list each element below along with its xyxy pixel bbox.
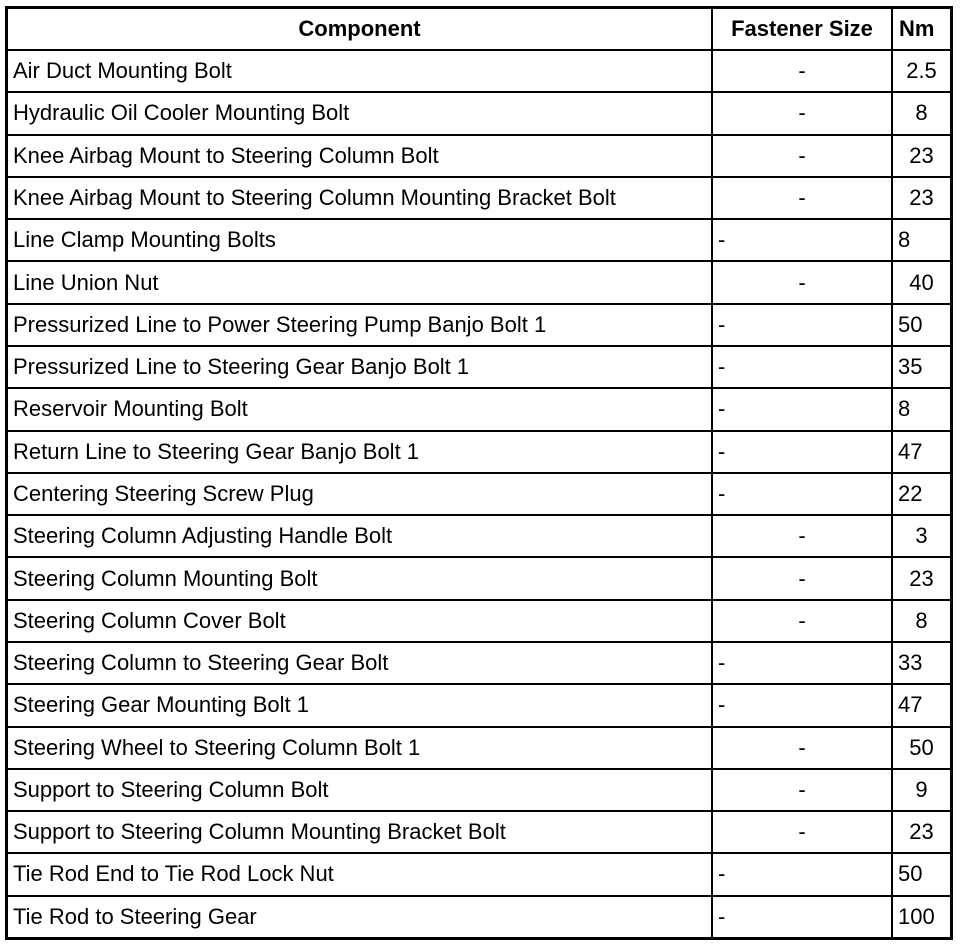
cell-fastener-size: - [712,769,892,811]
cell-nm: 23 [892,135,950,177]
cell-component: Line Union Nut [8,261,712,303]
cell-nm: 22 [892,473,950,515]
table-row [8,177,950,219]
table-row [8,811,950,853]
cell-component: Pressurized Line to Steering Gear Banjo Bolt 1 [8,346,712,388]
cell-component: Steering Column Mounting Bolt [8,557,712,599]
cell-component: Knee Airbag Mount to Steering Column Bolt [8,135,712,177]
cell-fastener-size: - [712,304,892,346]
cell-component: Support to Steering Column Bolt [8,769,712,811]
cell-component: Pressurized Line to Power Steering Pump Banjo Bolt 1 [8,304,712,346]
table-row [8,896,950,937]
cell-nm: 2.5 [892,50,950,92]
cell-component: Support to Steering Column Mounting Bracket Bolt [8,811,712,853]
cell-nm: 47 [892,431,950,473]
header-component: Component [8,9,712,50]
cell-fastener-size: - [712,473,892,515]
table-row [8,50,950,92]
torque-spec-table [8,9,950,937]
cell-component: Steering Column to Steering Gear Bolt [8,642,712,684]
header-nm: Nm [892,9,950,50]
table-body [8,50,950,937]
cell-fastener-size: - [712,50,892,92]
table-row [8,684,950,726]
cell-nm: 35 [892,346,950,388]
table-row [8,769,950,811]
cell-fastener-size: - [712,684,892,726]
table-row [8,431,950,473]
cell-fastener-size: - [712,811,892,853]
cell-nm: 3 [892,515,950,557]
cell-fastener-size: - [712,135,892,177]
cell-fastener-size: - [712,431,892,473]
table-row [8,515,950,557]
cell-component: Tie Rod End to Tie Rod Lock Nut [8,853,712,895]
cell-fastener-size: - [712,600,892,642]
cell-component: Steering Gear Mounting Bolt 1 [8,684,712,726]
table-row [8,727,950,769]
table-row [8,853,950,895]
torque-spec-table-frame [5,6,953,940]
cell-nm: 8 [892,92,950,134]
cell-nm: 47 [892,684,950,726]
cell-component: Air Duct Mounting Bolt [8,50,712,92]
cell-nm: 50 [892,304,950,346]
cell-component: Reservoir Mounting Bolt [8,388,712,430]
cell-component: Centering Steering Screw Plug [8,473,712,515]
cell-nm: 50 [892,853,950,895]
cell-component: Return Line to Steering Gear Banjo Bolt 1 [8,431,712,473]
cell-fastener-size: - [712,896,892,937]
table-row [8,135,950,177]
cell-component: Steering Wheel to Steering Column Bolt 1 [8,727,712,769]
table-row [8,388,950,430]
cell-nm: 33 [892,642,950,684]
cell-fastener-size: - [712,92,892,134]
cell-nm: 23 [892,177,950,219]
cell-nm: 8 [892,388,950,430]
table-row [8,346,950,388]
table-row [8,261,950,303]
table-row [8,600,950,642]
cell-fastener-size: - [712,853,892,895]
cell-fastener-size: - [712,642,892,684]
cell-nm: 8 [892,600,950,642]
cell-fastener-size: - [712,557,892,599]
cell-nm: 100 [892,896,950,937]
cell-nm: 23 [892,557,950,599]
table-row [8,219,950,261]
cell-fastener-size: - [712,219,892,261]
cell-fastener-size: - [712,346,892,388]
cell-fastener-size: - [712,727,892,769]
cell-component: Tie Rod to Steering Gear [8,896,712,937]
cell-fastener-size: - [712,515,892,557]
cell-component: Hydraulic Oil Cooler Mounting Bolt [8,92,712,134]
table-row [8,304,950,346]
cell-nm: 40 [892,261,950,303]
cell-fastener-size: - [712,177,892,219]
cell-component: Steering Column Adjusting Handle Bolt [8,515,712,557]
table-row [8,642,950,684]
cell-fastener-size: - [712,388,892,430]
header-fastener-size: Fastener Size [712,9,892,50]
cell-fastener-size: - [712,261,892,303]
cell-nm: 8 [892,219,950,261]
cell-component: Line Clamp Mounting Bolts [8,219,712,261]
table-row [8,92,950,134]
cell-component: Steering Column Cover Bolt [8,600,712,642]
table-row [8,557,950,599]
table-header-row [8,9,950,50]
cell-nm: 9 [892,769,950,811]
table-row [8,473,950,515]
cell-nm: 50 [892,727,950,769]
cell-component: Knee Airbag Mount to Steering Column Mounting Bracket Bolt [8,177,712,219]
cell-nm: 23 [892,811,950,853]
